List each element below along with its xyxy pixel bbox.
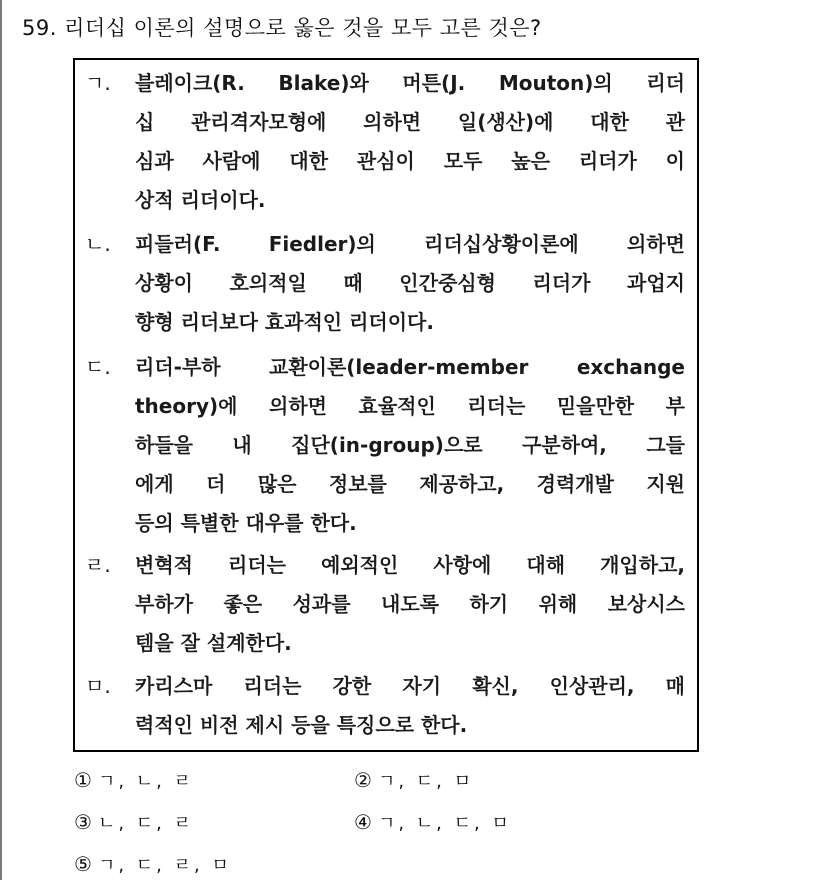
- statement-line: 부하가 좋은 성과를 내도록 하기 위해 보상시스: [135, 592, 685, 616]
- statement-line: 력적인 비전 제시 등을 특징으로 한다.: [135, 713, 468, 737]
- option-1[interactable]: [74, 767, 194, 793]
- option-number: ③: [74, 810, 92, 834]
- option-4[interactable]: [354, 809, 512, 835]
- statement-line: 리더-부하 교환이론(leader-member exchange: [135, 355, 685, 379]
- statement-line: 상황이 호의적일 때 인간중심형 리더가 과업지: [135, 271, 685, 295]
- statement-a: [85, 64, 685, 220]
- page-left-border: [0, 0, 2, 880]
- statement-line: theory)에 의하면 효율적인 리더는 믿을만한 부: [135, 394, 685, 418]
- statement-marker: ㄱ.: [85, 71, 111, 95]
- statement-e: [85, 667, 685, 745]
- statement-line: 상적 리더이다.: [135, 188, 266, 212]
- statement-d: [85, 546, 685, 663]
- statement-box: [73, 58, 699, 752]
- option-text: ㄱ, ㄷ, ㅁ: [377, 771, 474, 792]
- statement-line: 템을 잘 설계한다.: [135, 631, 292, 655]
- statement-c: [85, 348, 685, 543]
- statement-line: 변혁적 리더는 예외적인 사항에 대해 개입하고,: [135, 553, 685, 577]
- option-text: ㄱ, ㄴ, ㄷ, ㅁ: [377, 813, 512, 834]
- statement-line: 하들을 내 집단(in-group)으로 구분하여, 그들: [135, 433, 685, 457]
- option-number: ②: [354, 768, 372, 792]
- question-title: 59. 리더십 이론의 설명으로 옳은 것을 모두 고른 것은?: [22, 16, 542, 40]
- statement-marker: ㅁ.: [85, 674, 111, 698]
- option-text: ㄱ, ㄴ, ㄹ: [97, 771, 194, 792]
- option-number: ①: [74, 768, 92, 792]
- statement-line: 피들러(F. Fiedler)의 리더십상황이론에 의하면: [135, 232, 685, 256]
- statement-line: 향형 리더보다 효과적인 리더이다.: [135, 310, 434, 334]
- statement-b: [85, 225, 685, 342]
- statement-line: 블레이크(R. Blake)와 머튼(J. Mouton)의 리더: [135, 71, 685, 95]
- statement-marker: ㄷ.: [85, 355, 111, 379]
- statement-marker: ㄴ.: [85, 232, 111, 256]
- statement-line: 에게 더 많은 정보를 제공하고, 경력개발 지원: [135, 472, 685, 496]
- statement-line: 카리스마 리더는 강한 자기 확신, 인상관리, 매: [135, 674, 685, 698]
- statement-marker: ㄹ.: [85, 553, 111, 577]
- option-2[interactable]: [354, 767, 474, 793]
- statement-line: 등의 특별한 대우를 한다.: [135, 511, 357, 535]
- statement-line: 십 관리격자모형에 의하면 일(생산)에 대한 관: [135, 110, 685, 134]
- option-3[interactable]: [74, 809, 194, 835]
- option-5[interactable]: [74, 851, 232, 877]
- statement-line: 심과 사람에 대한 관심이 모두 높은 리더가 이: [135, 149, 685, 173]
- option-number: ⑤: [74, 852, 92, 876]
- option-text: ㄱ, ㄷ, ㄹ, ㅁ: [97, 855, 232, 876]
- option-number: ④: [354, 810, 372, 834]
- option-text: ㄴ, ㄷ, ㄹ: [97, 813, 194, 834]
